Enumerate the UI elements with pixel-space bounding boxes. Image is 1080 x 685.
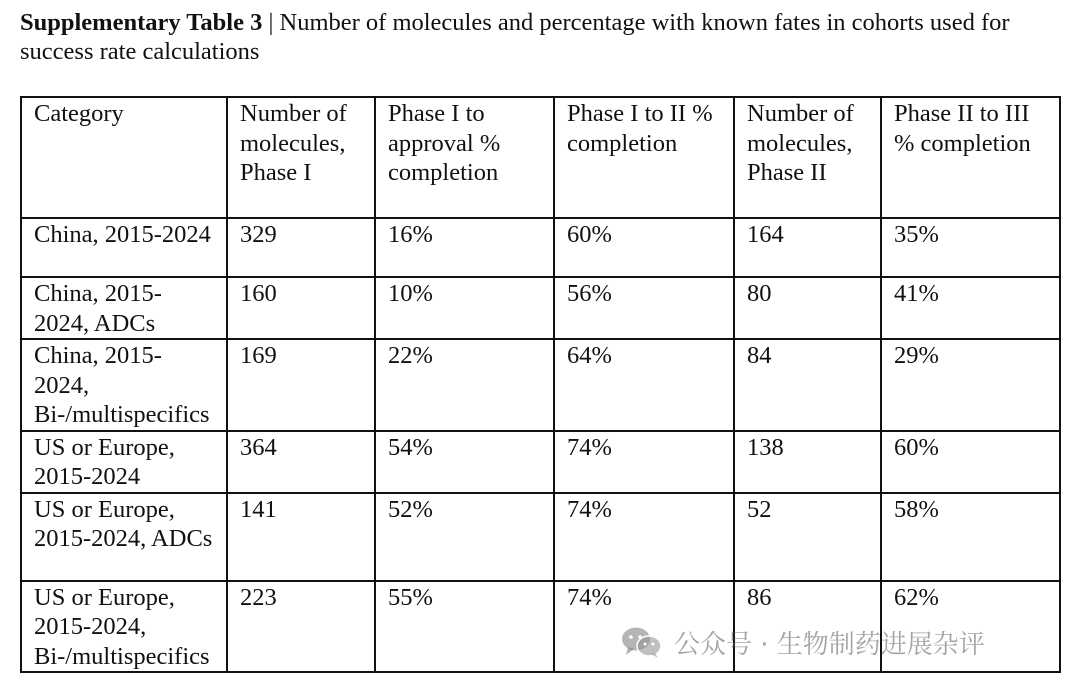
header-phase-1-to-2: Phase I to II % completion xyxy=(554,97,734,218)
supplementary-table xyxy=(20,96,1061,673)
caption-separator: | xyxy=(262,9,280,36)
header-molecules-phase-2: Number of molecules, Phase II xyxy=(734,97,881,218)
cell-phase-1-to-approval: 55% xyxy=(375,581,554,673)
cell-phase-1-to-approval: 52% xyxy=(375,493,554,581)
cell-molecules-phase-2: 138 xyxy=(734,431,881,493)
table-row xyxy=(21,218,1060,277)
cell-category: China, 2015-2024, ADCs xyxy=(21,277,227,339)
cell-phase-2-to-3: 60% xyxy=(881,431,1060,493)
cell-molecules-phase-2: 80 xyxy=(734,277,881,339)
cell-phase-2-to-3: 58% xyxy=(881,493,1060,581)
watermark xyxy=(620,622,985,662)
cell-phase-2-to-3: 29% xyxy=(881,339,1060,431)
cell-phase-2-to-3: 62% xyxy=(881,581,1060,673)
header-molecules-phase-1: Number of molecules, Phase I xyxy=(227,97,375,218)
cell-molecules-phase-1: 223 xyxy=(227,581,375,673)
cell-molecules-phase-1: 141 xyxy=(227,493,375,581)
cell-phase-2-to-3: 41% xyxy=(881,277,1060,339)
cell-phase-1-to-2: 74% xyxy=(554,581,734,673)
caption-text: Number of molecules and percentage with known fates in cohorts used for success rate calculations xyxy=(20,9,1010,65)
cell-phase-1-to-approval: 16% xyxy=(375,218,554,277)
cell-molecules-phase-2: 52 xyxy=(734,493,881,581)
cell-molecules-phase-2: 164 xyxy=(734,218,881,277)
cell-phase-1-to-2: 74% xyxy=(554,431,734,493)
wechat-icon xyxy=(620,625,664,659)
cell-molecules-phase-1: 160 xyxy=(227,277,375,339)
cell-category: China, 2015-2024 xyxy=(21,218,227,277)
cell-molecules-phase-1: 364 xyxy=(227,431,375,493)
cell-phase-2-to-3: 35% xyxy=(881,218,1060,277)
cell-category: US or Europe, 2015-2024, ADCs xyxy=(21,493,227,581)
cell-phase-1-to-2: 56% xyxy=(554,277,734,339)
header-category: Category xyxy=(21,97,227,218)
cell-category: US or Europe, 2015-2024 xyxy=(21,431,227,493)
caption-label: Supplementary Table 3 xyxy=(20,9,263,36)
header-phase-2-to-3: Phase II to III % completion xyxy=(881,97,1060,218)
header-phase-1-to-approval: Phase I to approval % completion xyxy=(375,97,554,218)
watermark-text: 公众号 · 生物制药进展杂评 xyxy=(674,629,985,660)
cell-molecules-phase-1: 329 xyxy=(227,218,375,277)
cell-phase-1-to-approval: 22% xyxy=(375,339,554,431)
cell-phase-1-to-2: 60% xyxy=(554,218,734,277)
cell-phase-1-to-2: 64% xyxy=(554,339,734,431)
cell-molecules-phase-1: 169 xyxy=(227,339,375,431)
table-row xyxy=(21,493,1060,581)
cell-phase-1-to-approval: 54% xyxy=(375,431,554,493)
cell-molecules-phase-2: 86 xyxy=(734,581,881,673)
cell-phase-1-to-2: 74% xyxy=(554,493,734,581)
table-row xyxy=(21,339,1060,431)
header-row xyxy=(21,97,1060,218)
cell-phase-1-to-approval: 10% xyxy=(375,277,554,339)
table-row xyxy=(21,431,1060,493)
cell-molecules-phase-2: 84 xyxy=(734,339,881,431)
cell-category: US or Europe, 2015-2024, Bi-/multispecifics xyxy=(21,581,227,673)
table-row xyxy=(21,277,1060,339)
table-caption xyxy=(20,8,1070,66)
cell-category: China, 2015-2024, Bi-/multispecifics xyxy=(21,339,227,431)
